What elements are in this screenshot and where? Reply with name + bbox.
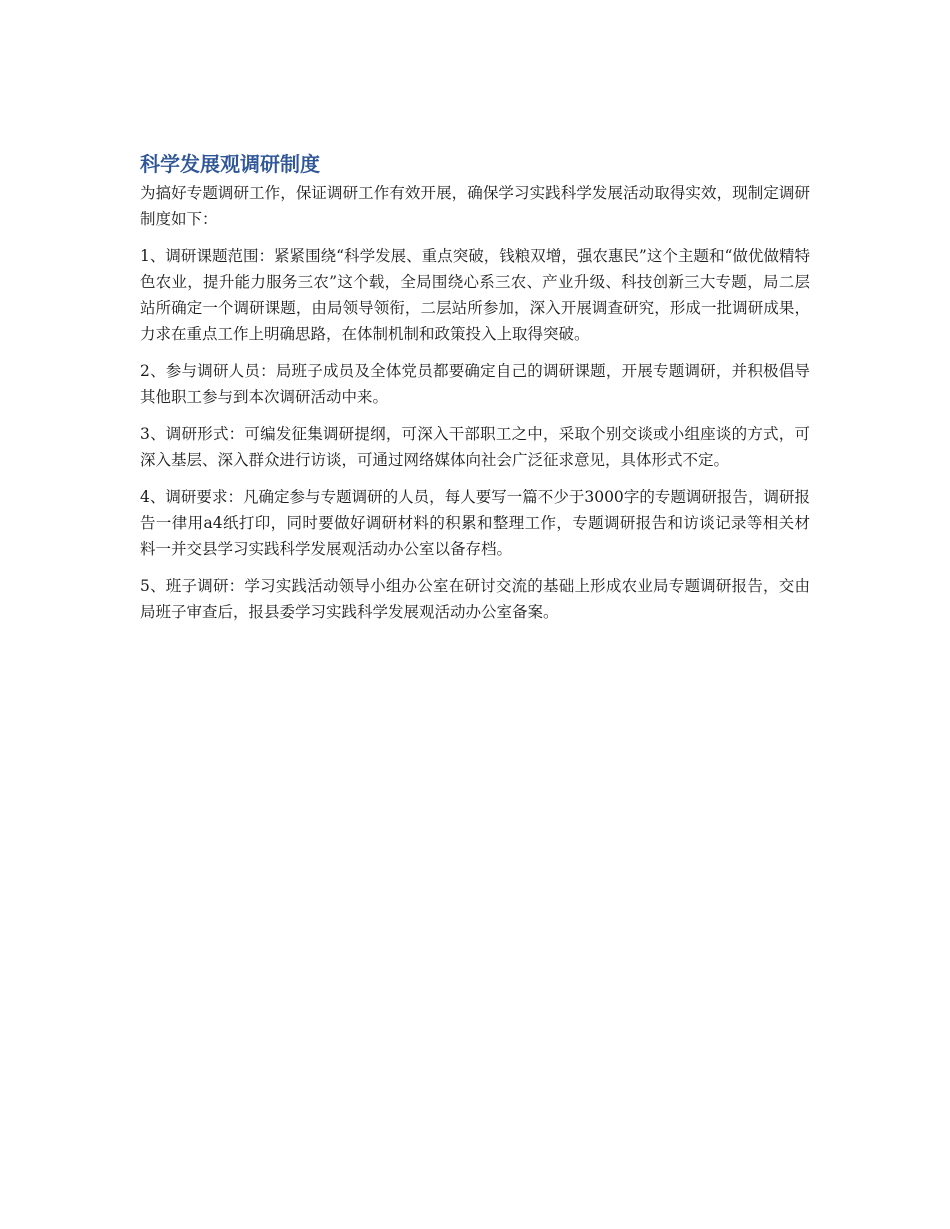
paragraph-requirements: 4、调研要求：凡确定参与专题调研的人员，每人要写一篇不少于3000字的专题调研报告，调研报告一律用a4纸打印，同时要做好调研材料的积累和整理工作，专题调研报告和访谈记录等相关材料一并交县学习实践科学发展观活动办公室以备存档。 <box>140 488 810 558</box>
document-body <box>140 150 810 636</box>
intro-paragraph: 为搞好专题调研工作，保证调研工作有效开展，确保学习实践科学发展活动取得实效，现制定调研制度如下： <box>140 184 810 228</box>
paragraph-scope: 1、调研课题范围：紧紧围绕“科学发展、重点突破，钱粮双增，强农惠民”这个主题和“做优做精特色农业，提升能力服务三农”这个载，全局围绕心系三农、产业升级、科技创新三大专题，局二层站所确定一个调研课题，由局领导领衔，二层站所参加，深入开展调查研究，形成一批调研成果，力求在重点工作上明确思路，在体制机制和政策投入上取得突破。 <box>140 247 810 343</box>
paragraph-participants: 2、参与调研人员：局班子成员及全体党员都要确定自己的调研课题，开展专题调研，并积极倡导其他职工参与到本次调研活动中来。 <box>140 362 810 406</box>
paragraph-leadership-research: 5、班子调研：学习实践活动领导小组办公室在研讨交流的基础上形成农业局专题调研报告，交由局班子审查后，报县委学习实践科学发展观活动办公室备案。 <box>140 577 810 621</box>
document-title: 科学发展观调研制度 <box>140 152 320 176</box>
paragraph-forms: 3、调研形式：可编发征集调研提纲，可深入干部职工之中，采取个别交谈或小组座谈的方式，可深入基层、深入群众进行访谈，可通过网络媒体向社会广泛征求意见，具体形式不定。 <box>140 425 810 469</box>
